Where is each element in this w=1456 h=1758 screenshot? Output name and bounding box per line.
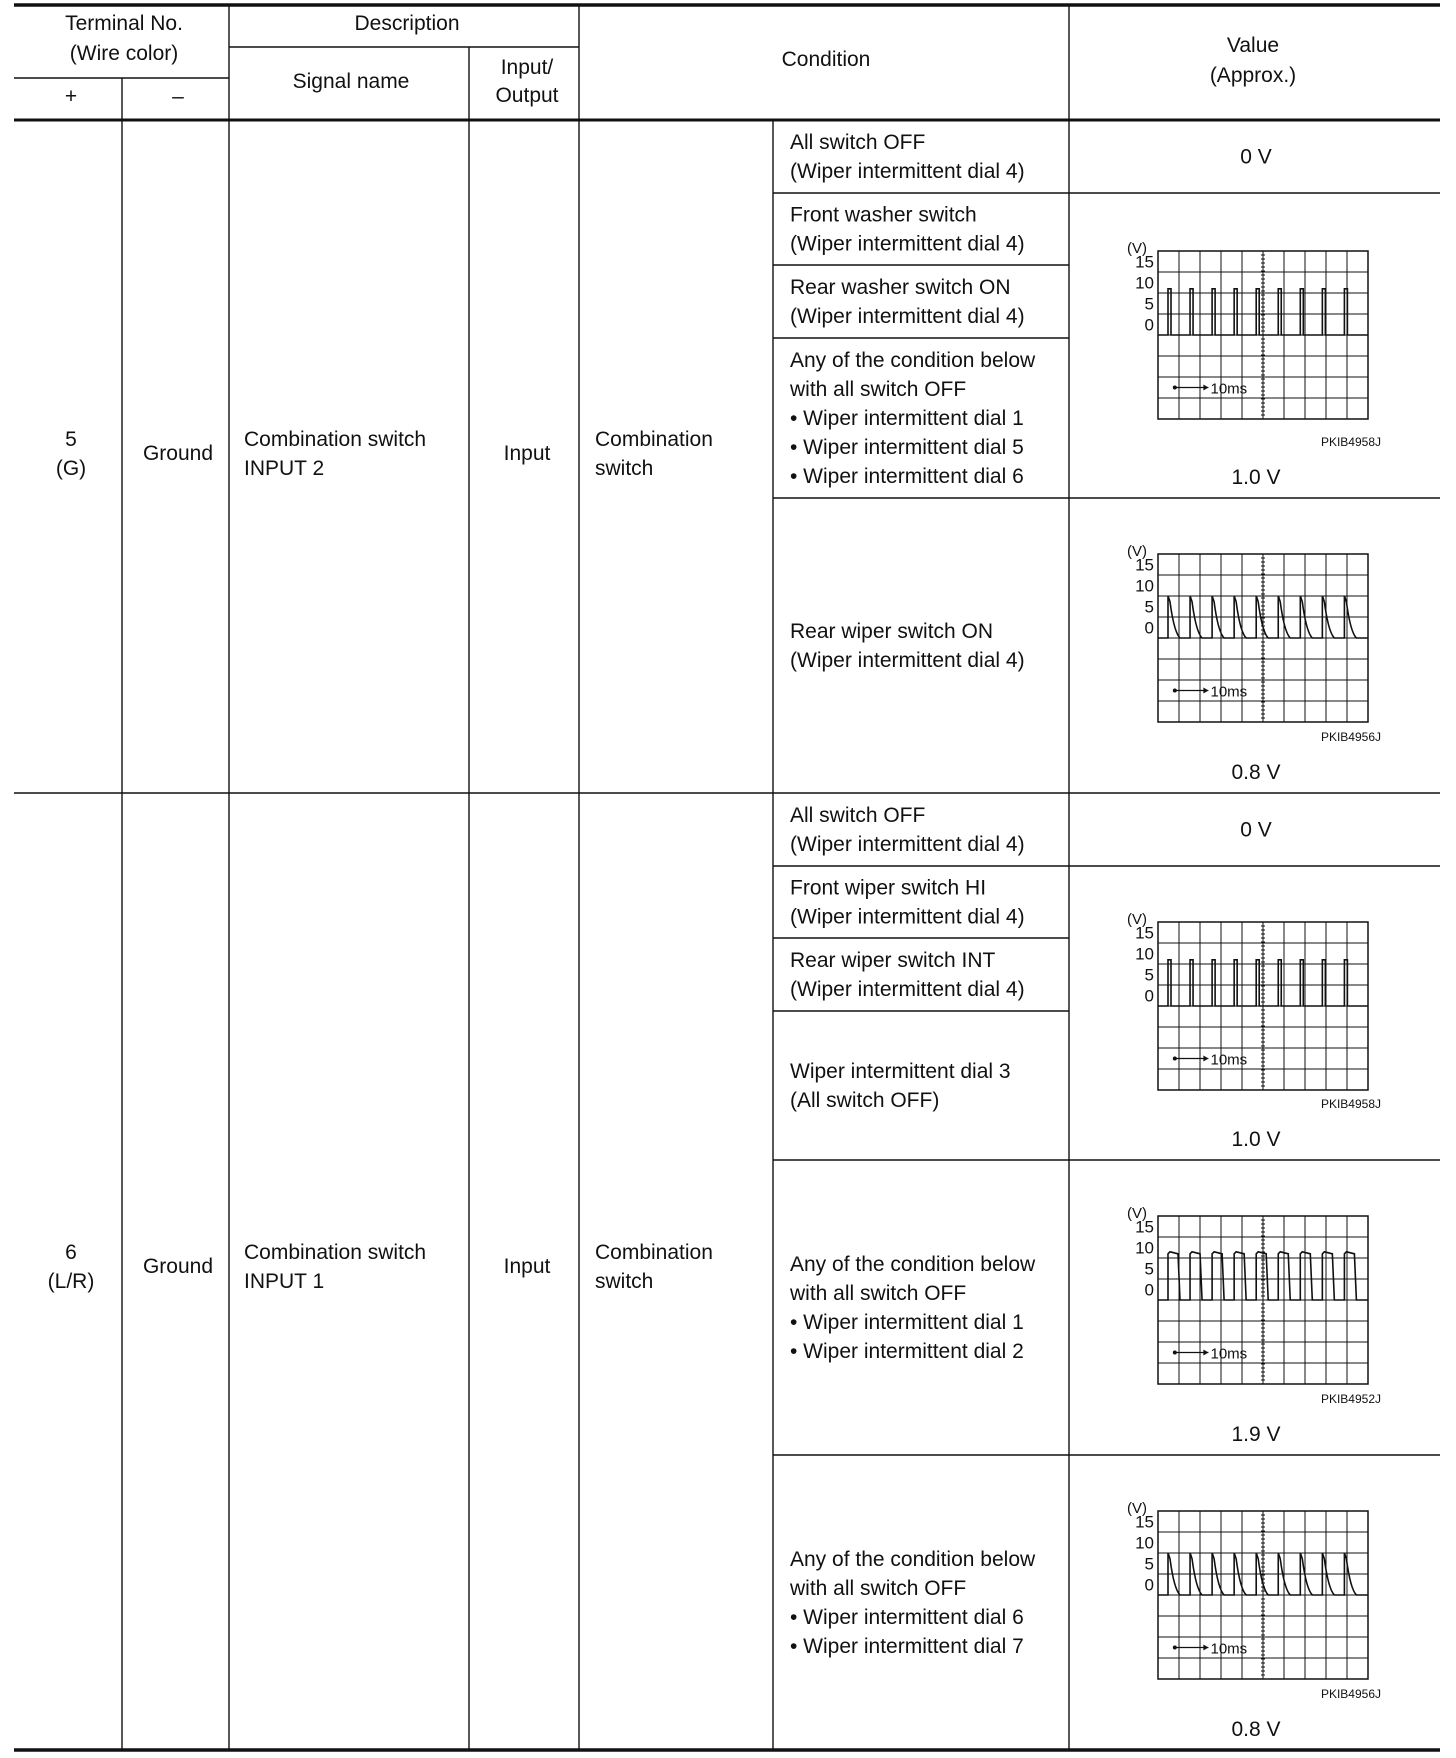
header-minus: –: [172, 85, 184, 108]
row-terminal-6: [48, 1241, 713, 1293]
condition-text: Front wiper switch HI: [790, 876, 987, 900]
scope-y-tick: 10: [1135, 273, 1154, 293]
scope-unit: (V): [1127, 240, 1147, 257]
header-terminal-no: Terminal No.: [65, 12, 183, 35]
condition-text: Any of the condition below: [790, 1548, 1036, 1571]
condition-item: [790, 804, 1025, 856]
header-signal-name: Signal name: [292, 70, 410, 93]
sub-conditions: [789, 131, 1036, 1658]
scope-y-tick: 10: [1135, 1533, 1154, 1553]
scope-y-tick: 5: [1144, 1554, 1154, 1574]
terminal-number: 6: [65, 1241, 77, 1264]
condition-text: Front washer switch: [790, 203, 977, 227]
signal-name-line-1: Combination switch: [244, 1241, 427, 1264]
oscilloscope-graph: [1127, 543, 1368, 722]
value-cell: [1127, 543, 1381, 784]
io-label: Input: [503, 1255, 551, 1278]
scope-y-tick: 15: [1135, 923, 1154, 943]
condition-text: • Wiper intermittent dial 1: [790, 407, 1024, 430]
condition-text: (Wiper intermittent dial 4): [790, 232, 1025, 256]
figure-code: PKIB4958J: [1320, 435, 1381, 449]
condition-line-1: Combination: [595, 428, 713, 451]
scope-unit: (V): [1127, 543, 1147, 560]
oscilloscope-graph: [1127, 240, 1368, 419]
condition-item: [790, 131, 1025, 183]
signal-name-line-2: INPUT 1: [244, 1270, 325, 1293]
figure-code: PKIB4956J: [1320, 1687, 1381, 1701]
value-cell: [1127, 911, 1381, 1151]
figure-code: PKIB4958J: [1320, 1097, 1381, 1111]
condition-line-1: Combination: [595, 1241, 713, 1264]
header-condition: Condition: [781, 48, 871, 71]
scope-y-tick: 10: [1135, 944, 1154, 964]
scope-y-tick: 0: [1144, 1575, 1154, 1595]
condition-text: Rear wiper switch INT: [790, 949, 996, 972]
condition-text: (Wiper intermittent dial 4): [790, 978, 1025, 1001]
value-cell: [1240, 146, 1272, 169]
scope-y-tick: 15: [1135, 555, 1154, 575]
condition-item: [790, 204, 1025, 256]
oscilloscope-graph: [1127, 1500, 1368, 1679]
scope-time-scale: 10ms: [1210, 1640, 1248, 1658]
scope-y-tick: 0: [1144, 1280, 1154, 1300]
scope-y-tick: 15: [1135, 1512, 1154, 1532]
signal-name-line-1: Combination switch: [244, 428, 427, 451]
condition-text: Any of the condition below: [790, 349, 1036, 372]
value-cells: [1127, 146, 1381, 1742]
condition-line-2: switch: [595, 457, 654, 480]
condition-text: • Wiper intermittent dial 6: [790, 1606, 1024, 1629]
scope-y-tick: 5: [1144, 294, 1154, 314]
value-cell: [1127, 1205, 1381, 1446]
condition-text: with all switch OFF: [790, 378, 967, 401]
table-header: [65, 12, 1296, 108]
value-text: 0 V: [1240, 145, 1272, 169]
condition-text: with all switch OFF: [790, 1577, 967, 1600]
header-input-output-2: Output: [495, 84, 559, 107]
scope-y-tick: 5: [1144, 597, 1154, 617]
condition-text: Rear wiper switch ON: [790, 620, 994, 643]
table-rules: [14, 5, 1440, 1750]
value-cell: [1240, 819, 1272, 842]
condition-text: (Wiper intermittent dial 4): [790, 305, 1025, 328]
scope-unit: (V): [1127, 911, 1147, 928]
condition-text: (Wiper intermittent dial 4): [790, 649, 1025, 672]
scope-y-tick: 5: [1144, 1259, 1154, 1279]
condition-text: All switch OFF: [790, 804, 926, 827]
value-cell: [1127, 240, 1381, 489]
condition-text: (Wiper intermittent dial 4): [790, 833, 1025, 856]
wire-color: (G): [55, 457, 87, 480]
signal-name-line-2: INPUT 2: [244, 457, 325, 480]
value-text: 1.0 V: [1231, 1128, 1281, 1151]
wire-color: (L/R): [47, 1270, 95, 1293]
header-approx: (Approx.): [1209, 64, 1297, 87]
header-plus: +: [64, 85, 78, 108]
value-text: 0.8 V: [1231, 1718, 1281, 1741]
condition-text: (All switch OFF): [790, 1089, 940, 1112]
value-text: 1.9 V: [1231, 1423, 1281, 1446]
condition-text: • Wiper intermittent dial 2: [790, 1340, 1024, 1363]
scope-time-scale: 10ms: [1210, 380, 1248, 398]
condition-text: Rear washer switch ON: [790, 276, 1011, 299]
condition-item: [790, 1060, 1011, 1112]
oscilloscope-graph: [1127, 1205, 1368, 1384]
scope-unit: (V): [1127, 1205, 1147, 1222]
scope-y-tick: 10: [1135, 576, 1154, 596]
scope-unit: (V): [1127, 1500, 1147, 1517]
scope-y-tick: 0: [1144, 315, 1154, 335]
scope-y-tick: 15: [1135, 1217, 1154, 1237]
condition-text: (Wiper intermittent dial 4): [790, 160, 1025, 183]
condition-item: [790, 877, 1025, 929]
condition-text: • Wiper intermittent dial 5: [790, 436, 1024, 459]
condition-text: All switch OFF: [790, 131, 926, 154]
scope-y-tick: 0: [1144, 618, 1154, 638]
value-text: 0 V: [1240, 818, 1272, 842]
scope-y-tick: 5: [1144, 965, 1154, 985]
header-value: Value: [1226, 34, 1280, 57]
scope-time-scale: 10ms: [1210, 1345, 1248, 1363]
scope-y-tick: 0: [1144, 986, 1154, 1006]
condition-item: [790, 949, 1025, 1001]
header-input-output-1: Input/: [500, 56, 554, 79]
condition-text: • Wiper intermittent dial 1: [790, 1311, 1024, 1334]
header-description: Description: [354, 12, 460, 35]
condition-text: with all switch OFF: [790, 1282, 967, 1305]
condition-item: [789, 1548, 1036, 1658]
value-text: 1.0 V: [1231, 466, 1281, 489]
condition-item: [789, 349, 1036, 488]
oscilloscope-graph: [1127, 911, 1368, 1090]
condition-item: [789, 1253, 1036, 1363]
header-wire-color: (Wire color): [69, 42, 179, 65]
scope-time-scale: 10ms: [1210, 1051, 1248, 1069]
ground-label: Ground: [142, 1255, 214, 1278]
condition-item: [790, 276, 1025, 328]
condition-text: • Wiper intermittent dial 7: [790, 1635, 1024, 1658]
io-label: Input: [503, 442, 551, 465]
condition-text: (Wiper intermittent dial 4): [790, 905, 1025, 929]
condition-text: Any of the condition below: [790, 1253, 1036, 1276]
row-terminal-5: [56, 428, 713, 480]
scope-y-tick: 15: [1135, 252, 1154, 272]
ground-label: Ground: [142, 442, 214, 465]
figure-code: PKIB4952J: [1320, 1392, 1381, 1406]
value-text: 0.8 V: [1231, 761, 1281, 784]
condition-line-2: switch: [595, 1270, 654, 1293]
value-cell: [1127, 1500, 1381, 1741]
figure-code: PKIB4956J: [1320, 730, 1381, 744]
condition-text: • Wiper intermittent dial 6: [790, 465, 1024, 488]
condition-item: [790, 620, 1025, 672]
scope-time-scale: 10ms: [1210, 683, 1248, 701]
condition-text: Wiper intermittent dial 3: [790, 1060, 1011, 1083]
terminal-number: 5: [65, 428, 77, 451]
scope-y-tick: 10: [1135, 1238, 1154, 1258]
